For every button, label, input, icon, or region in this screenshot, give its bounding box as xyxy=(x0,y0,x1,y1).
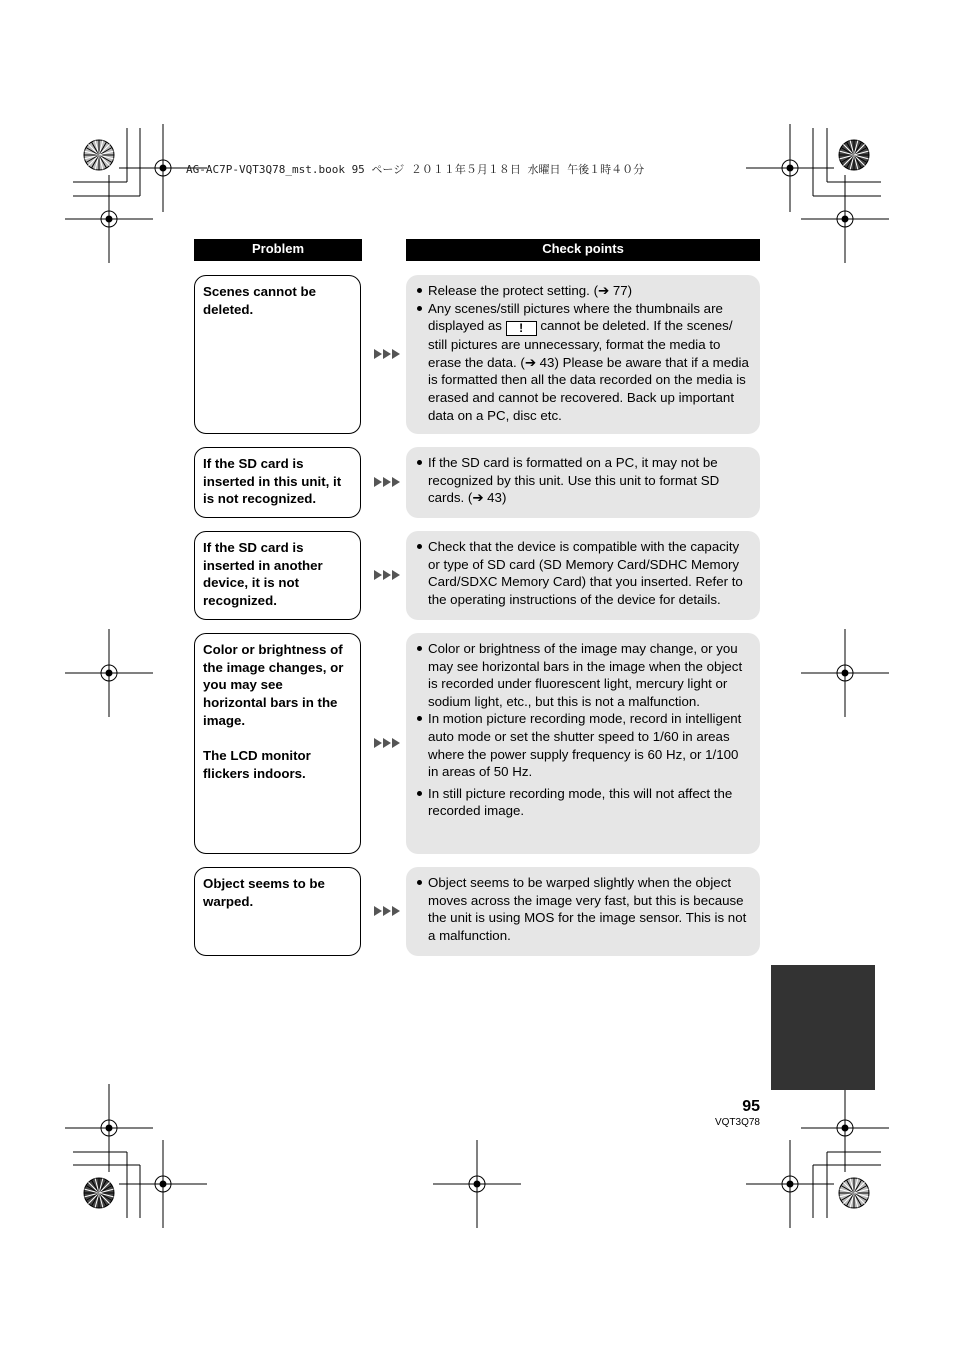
registration-target-icon xyxy=(801,1084,889,1172)
check-points-cell xyxy=(406,275,760,434)
problem-text: deleted. xyxy=(203,301,254,317)
registration-target-icon xyxy=(801,175,889,263)
problem-cell xyxy=(194,531,361,620)
document-code: VQT3Q78 xyxy=(714,1117,760,1128)
check-points-cell xyxy=(406,531,760,620)
arrow-icon xyxy=(374,477,402,487)
problem-text: Scenes cannot be xyxy=(203,284,317,299)
problem-text: image. xyxy=(203,712,246,728)
problem-cell xyxy=(194,447,361,518)
check-item: Object seems to be warped slightly when the object moves across the image very fast, but this is because the unit is using MOS for the image sensor. This is not a malfunction. xyxy=(416,874,752,944)
arrow-icon xyxy=(374,349,402,359)
problem-text: Color or brightness of xyxy=(203,642,343,657)
problem-text: the image changes, or xyxy=(203,659,344,675)
check-item: Check that the device is compatible with the capacity or type of SD card (SD Memory Card/SDHC Memory Card/SDXC Memory Card) that you inserted. Refer to the operating instructions of the device for details. xyxy=(416,538,752,608)
problem-column-header: Problem xyxy=(194,239,362,261)
registration-target-icon xyxy=(65,1084,153,1172)
problem-text: inserted in this unit, it xyxy=(203,473,342,489)
registration-target-icon xyxy=(746,124,834,212)
problem-cell xyxy=(194,867,361,956)
registration-target-icon xyxy=(433,1140,521,1228)
color-registration-wheel-icon xyxy=(839,140,869,170)
check-item: In motion picture recording mode, record in intelligent auto mode or set the shutter speed to 1/60 in areas where the power supply frequency is 60 Hz, or 1/100 in areas of 50 Hz. xyxy=(416,710,752,780)
print-meta-line: AG-AC7P-VQT3Q78_mst.book 95 ページ ２０１１年５月１８日 水曜日 午後１時４０分 xyxy=(186,163,645,176)
check-item: If the SD card is formatted on a PC, it may not be recognized by this unit. Use this unit to format SD cards. (➔ 43) xyxy=(416,454,752,507)
check-item: Release the protect setting. (➔ 77) xyxy=(416,282,752,300)
problem-text: inserted in another xyxy=(203,557,323,573)
problem-text: If the SD card is xyxy=(203,540,304,555)
problem-text: If the SD card is xyxy=(203,456,304,471)
problem-text: horizontal bars in the xyxy=(203,695,338,711)
problem-text: recognized. xyxy=(203,593,277,609)
arrow-icon xyxy=(374,738,402,748)
color-registration-wheel-icon xyxy=(84,1178,114,1208)
check-item: Any scenes/still pictures where the thumbnails are displayed as ! cannot be deleted. If the scenes/ still pictures are unnecessary, format the media to erase the data. (➔ 43) Please be aware that if a media is formatted then all the data recorded on the media is erased and cannot be recovered. Back up important data on a PC, disc etc. xyxy=(416,300,752,425)
problem-text: flickers indoors. xyxy=(203,765,306,781)
registration-target-icon xyxy=(746,1140,834,1228)
registration-target-icon xyxy=(65,629,153,717)
arrow-icon xyxy=(374,906,402,916)
check-points-cell xyxy=(406,633,760,854)
problem-text: warped. xyxy=(203,893,254,909)
problem-spacer xyxy=(203,730,352,748)
page-number: 95 xyxy=(742,1098,760,1115)
arrow-icon xyxy=(374,570,402,580)
problem-text: is not recognized. xyxy=(203,491,317,507)
problem-cell xyxy=(194,633,361,854)
check-points-cell xyxy=(406,447,760,518)
color-registration-wheel-icon xyxy=(839,1178,869,1208)
section-side-tab xyxy=(771,965,875,1090)
check-item: In still picture recording mode, this will not affect the recorded image. xyxy=(416,785,752,820)
warning-thumbnail-icon: ! xyxy=(506,321,537,336)
check-points-cell xyxy=(406,867,760,956)
problem-cell xyxy=(194,275,361,434)
problem-text: Object seems to be xyxy=(203,876,325,891)
check-points-column-header: Check points xyxy=(406,239,760,261)
color-registration-wheel-icon xyxy=(84,140,114,170)
problem-text: The LCD monitor xyxy=(203,748,311,764)
problem-text: device, it is not xyxy=(203,575,300,591)
registration-target-icon xyxy=(119,1140,207,1228)
problem-text: you may see xyxy=(203,677,283,693)
registration-target-icon xyxy=(801,629,889,717)
check-item: Color or brightness of the image may change, or you may see horizontal bars in the image when the object is recorded under fluorescent light, mercury light or sodium light, etc., but this is not a malfunction. xyxy=(416,640,752,710)
